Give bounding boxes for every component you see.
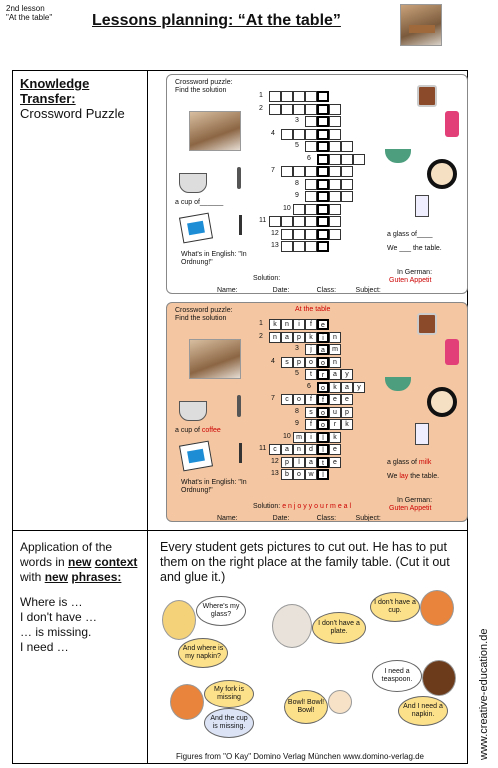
mother-face (422, 660, 456, 696)
speech-bubble: I need a teaspoon. (372, 660, 422, 692)
crossword-cell (329, 104, 341, 115)
glass-answer: milk (418, 459, 432, 466)
clue-number: 12 (271, 457, 279, 465)
crossword-cell: p (293, 357, 305, 368)
speech-bubble: And where is my napkin? (178, 638, 228, 668)
crossword-cell: n (329, 357, 341, 368)
crossword-cell (329, 204, 341, 215)
section-knowledge-transfer (20, 76, 145, 121)
new-word: new (68, 555, 92, 569)
list-item: … is missing. (20, 625, 92, 639)
jam-jar-picture (417, 313, 437, 335)
crossword-cell (317, 241, 329, 252)
speech-bubble: And the cup is missing. (204, 708, 254, 738)
crossword-cell: i (317, 332, 329, 343)
crossword-cell: w (305, 469, 317, 480)
clue-number: 7 (271, 167, 275, 174)
list-item: I need … (20, 640, 69, 654)
clue-number: 9 (295, 192, 299, 199)
we-answer: lay (399, 473, 409, 480)
glass-of-text: a glass of (387, 459, 417, 466)
clue-number: 7 (271, 395, 275, 402)
answer-zero: At the table (295, 306, 331, 313)
clue-number: 1 (259, 92, 263, 99)
crossword-cell (281, 91, 293, 102)
baby-face (328, 690, 352, 714)
puzzle-intro: Crossword puzzle: Find the solution (175, 307, 233, 322)
website-credit: www.creative-education.de (478, 628, 490, 760)
napkin-picture (179, 441, 213, 472)
crossword-cell (329, 116, 341, 127)
crossword-cell: r (329, 419, 341, 430)
clue-number: 6 (307, 382, 311, 390)
grandma-face (272, 604, 312, 648)
clue-number: 3 (295, 117, 299, 124)
crossword-cell: a (341, 382, 353, 393)
crossword-cell: s (281, 357, 293, 368)
crossword-cell (329, 129, 341, 140)
we-clue (387, 473, 439, 481)
phrase-list (20, 595, 145, 655)
cup-of-clue: a cup of______ (175, 199, 224, 206)
list-item: I don't have … (20, 610, 98, 624)
crossword-cell: o (293, 394, 305, 405)
crossword-cell (305, 129, 317, 140)
we-text: We (387, 473, 398, 480)
crossword-cell (293, 166, 305, 177)
solution-answer: e n j o y y o u r m e a l (282, 503, 352, 510)
crossword-cell: n (269, 332, 281, 343)
lesson-number: 2nd lesson (6, 4, 45, 13)
clue-number: 8 (295, 179, 299, 187)
crossword-cell (293, 91, 305, 102)
crossword-cell (293, 229, 305, 240)
crossword-cell: s (305, 407, 317, 418)
clue-number: 11 (259, 445, 267, 452)
row-divider (12, 530, 468, 531)
crossword-cell: k (341, 419, 353, 430)
crossword-cell (317, 91, 329, 102)
crossword-cell (317, 141, 329, 152)
fork-picture (239, 215, 242, 235)
crossword-cell (305, 229, 317, 240)
crossword-cell: f (317, 394, 329, 405)
crossword-cell (317, 154, 329, 165)
application-text: Application of the words in (20, 540, 113, 569)
crossword-cell (269, 104, 281, 115)
father-face (420, 590, 454, 626)
candle-picture (445, 339, 459, 365)
speech-bubble: My fork is missing (204, 680, 254, 708)
crossword-cell (305, 204, 317, 215)
crossword-cell (305, 166, 317, 177)
candle-picture (445, 111, 459, 137)
application-heading (20, 540, 145, 585)
crossword-cell (317, 166, 329, 177)
crossword-cell (305, 116, 317, 127)
crossword-cell (305, 104, 317, 115)
crossword-cell (305, 179, 317, 190)
crossword-cell: f (305, 419, 317, 430)
clue-number: 11 (259, 217, 267, 224)
crossword-cell: l (317, 444, 329, 455)
cup-of-clue (175, 427, 221, 435)
german-label: In German: (397, 269, 433, 276)
bowl-picture (385, 377, 411, 391)
crossword-cell: k (269, 319, 281, 330)
figures-credit: Figures from "O Kay" Domino Verlag München www.domino-verlag.de (176, 752, 425, 761)
crossword-cell: o (317, 419, 329, 430)
crossword-cell: i (293, 319, 305, 330)
section-heading: Knowledge Transfer: (20, 76, 90, 106)
crossword-cell (329, 216, 341, 227)
section-text: Crossword Puzzle (20, 106, 125, 121)
worksheet-footer: Name: ________ Date: ______ Class: ____ Subject: ________ (217, 515, 414, 522)
clue-number: 2 (259, 332, 263, 340)
crossword-cell (281, 229, 293, 240)
new-word-2: new (44, 570, 69, 584)
crossword-cell: c (269, 444, 281, 455)
english-clue: What's in English: "In Ordnung!" (181, 251, 247, 266)
crossword-blank (166, 74, 468, 294)
crossword-cell: d (305, 444, 317, 455)
crossword-cell: n (281, 319, 293, 330)
crossword-cell (281, 104, 293, 115)
crossword-cell (329, 154, 341, 165)
crossword-cell (317, 129, 329, 140)
crossword-cell (341, 141, 353, 152)
crossword-cell: m (329, 344, 341, 355)
clue-number: 13 (271, 470, 279, 477)
crossword-cell (281, 216, 293, 227)
crossword-cell: e (341, 394, 353, 405)
crossword-cell: l (317, 469, 329, 480)
bowl-picture (385, 149, 411, 163)
phrases-word: phrases: (71, 570, 122, 584)
glass-of-clue (387, 459, 431, 467)
crossword-cell: n (329, 332, 341, 343)
plate-picture (427, 387, 457, 417)
crossword-cell (329, 166, 341, 177)
clue-number: 2 (259, 104, 263, 112)
crossword-cell: a (281, 332, 293, 343)
crossword-cell: k (329, 432, 341, 443)
clue-number: 9 (295, 420, 299, 427)
crossword-cell (317, 229, 329, 240)
crossword-cell (305, 216, 317, 227)
crossword-cell (353, 154, 365, 165)
clue-number: 5 (295, 142, 299, 149)
crossword-cell (341, 191, 353, 202)
crossword-cell (341, 154, 353, 165)
table-picture (189, 339, 241, 379)
cup-answer: coffee (201, 427, 221, 434)
lesson-label (6, 4, 52, 22)
spoon-picture (237, 167, 241, 189)
solution-label: Solution: (253, 503, 281, 510)
clue-number: 8 (295, 407, 299, 415)
list-item: Where is … (20, 595, 83, 609)
crossword-cell (293, 129, 305, 140)
activity-instructions: Every student gets pictures to cut out. He has to put them on the right place at the family table. (Cut it out and glue it.) (160, 540, 450, 584)
crossword-cell: i (305, 432, 317, 443)
clue-number: 10 (283, 204, 291, 212)
crossword-cell: y (353, 382, 365, 393)
clue-number: 12 (271, 229, 279, 237)
crossword-cell (293, 104, 305, 115)
crossword-cell: f (305, 394, 317, 405)
crossword-cell: p (293, 332, 305, 343)
glass-picture (415, 195, 429, 217)
crossword-cell (293, 241, 305, 252)
crossword-cell: k (305, 332, 317, 343)
solution-line (253, 503, 351, 511)
cup-picture (179, 401, 207, 421)
puzzle-intro: Crossword puzzle: Find the solution (175, 79, 233, 94)
clue-number: 3 (295, 345, 299, 352)
crossword-cell: o (293, 469, 305, 480)
crossword-cell: p (281, 457, 293, 468)
plate-picture (427, 159, 457, 189)
clue-number: 4 (271, 357, 275, 365)
crossword-cell (317, 216, 329, 227)
crossword-cell (329, 141, 341, 152)
speech-bubble: I don't have a cup. (370, 592, 420, 622)
german-phrase: Guten Appetit (389, 505, 432, 512)
crossword-cell (317, 204, 329, 215)
crossword-cell (293, 204, 305, 215)
crossword-cell (281, 166, 293, 177)
german-label: In German: (397, 497, 433, 504)
crossword-cell (329, 229, 341, 240)
crossword-cell: a (281, 444, 293, 455)
crossword-cell: a (329, 369, 341, 380)
lesson-topic: "At the table" (6, 13, 53, 22)
section-application (20, 540, 145, 655)
cup-picture (179, 173, 207, 193)
speech-bubble: I don't have a plate. (312, 612, 366, 644)
worksheet-footer: Name: ________ Date: ______ Class: ____ Subject: ________ (217, 287, 414, 294)
with-word: with (20, 570, 42, 584)
crossword-cell (269, 91, 281, 102)
crossword-cell (281, 241, 293, 252)
boy-face (170, 684, 204, 720)
crossword-cell: p (341, 407, 353, 418)
crossword-cell (317, 104, 329, 115)
clue-number: 5 (295, 370, 299, 377)
crossword-cell (341, 166, 353, 177)
fork-picture (239, 443, 242, 463)
crossword-cell (269, 216, 281, 227)
napkin-picture (179, 213, 213, 244)
speech-bubble: And I need a napkin. (398, 696, 448, 726)
speech-bubble: Where's my glass? (196, 596, 246, 626)
we-end: the table. (410, 473, 440, 480)
crossword-cell: k (329, 382, 341, 393)
crossword-cell (329, 191, 341, 202)
crossword-cell: y (341, 369, 353, 380)
crossword-cell (305, 91, 317, 102)
crossword-cell: o (317, 357, 329, 368)
crossword-cell: e (329, 457, 341, 468)
crossword-cell (305, 241, 317, 252)
crossword-cell: e (317, 319, 329, 330)
crossword-cell: u (329, 407, 341, 418)
crossword-cell: f (305, 319, 317, 330)
crossword-solved (166, 302, 468, 522)
clue-number: 6 (307, 154, 311, 162)
crossword-cell (329, 179, 341, 190)
crossword-cell (293, 216, 305, 227)
cup-of-text: a cup of (175, 427, 200, 434)
glass-picture (415, 423, 429, 445)
context-word: context (94, 555, 138, 569)
column-divider (147, 70, 148, 764)
clue-number: 10 (283, 432, 291, 440)
clue-number: 13 (271, 242, 279, 249)
we-clue: We ___ the table. (387, 245, 442, 252)
crossword-cell: e (329, 444, 341, 455)
clue-number: 4 (271, 129, 275, 137)
speech-bubble: Bowl! Bowl! Bowl! (284, 690, 328, 724)
crossword-cell: r (317, 369, 329, 380)
crossword-cell (305, 191, 317, 202)
crossword-cell: o (317, 382, 329, 393)
crossword-cell (341, 179, 353, 190)
crossword-cell: l (293, 457, 305, 468)
crossword-cell: t (317, 457, 329, 468)
crossword-cell: o (305, 357, 317, 368)
table-picture (189, 111, 241, 151)
spoon-picture (237, 395, 241, 417)
crossword-cell: a (317, 344, 329, 355)
german-phrase: Guten Appetit (389, 277, 432, 284)
crossword-cell (305, 141, 317, 152)
crossword-cell (317, 179, 329, 190)
jam-jar-picture (417, 85, 437, 107)
crossword-cell: t (305, 369, 317, 380)
crossword-cell (281, 129, 293, 140)
crossword-cell: j (305, 344, 317, 355)
crossword-cell: m (293, 432, 305, 443)
glass-of-clue: a glass of____ (387, 231, 433, 238)
crossword-cell: o (317, 407, 329, 418)
clue-number: 1 (259, 320, 263, 327)
crossword-cell (317, 191, 329, 202)
crossword-cell: e (329, 394, 341, 405)
crossword-cell (317, 116, 329, 127)
crossword-cell: b (281, 469, 293, 480)
girl-face (162, 600, 196, 640)
english-clue: What's in English: "In Ordnung!" (181, 479, 247, 494)
solution-label: Solution: (253, 275, 281, 282)
page-title: Lessons planning: “At the table” (92, 12, 341, 29)
crossword-cell: a (305, 457, 317, 468)
crossword-cell: c (281, 394, 293, 405)
crossword-cell: n (293, 444, 305, 455)
crossword-cell: l (317, 432, 329, 443)
dining-table-image (400, 4, 442, 46)
